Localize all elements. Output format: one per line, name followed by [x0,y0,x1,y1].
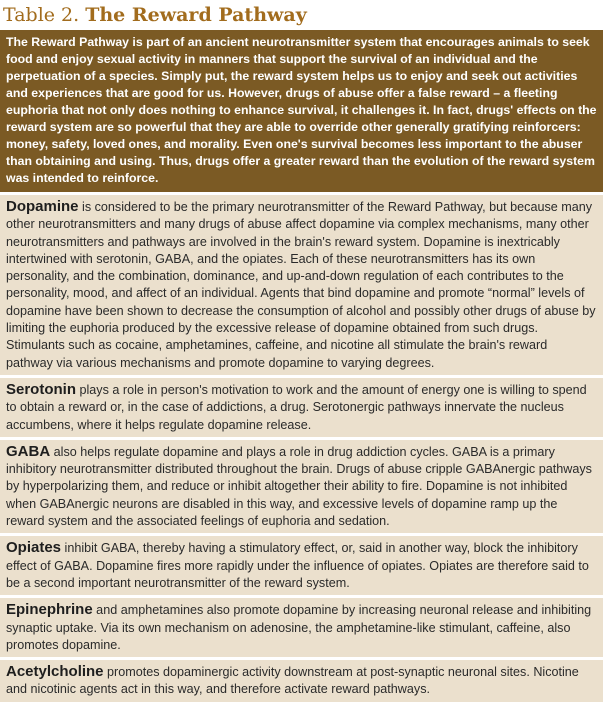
section-epinephrine [0,598,603,657]
section-acetylcholine [0,660,603,702]
term-dopamine: Dopamine [6,198,79,215]
description-dopamine: is considered to be the primary neurotransmitter of the Reward Pathway, but because many other neurotransmitters and many drugs of abuse affect dopamine via complex mechanisms, many other neurotransmitters and pathways are involved in the brain's reward system. Dopamine is inextricably intertwined with serotonin, GABA, and the opiates. Each of these neurotransmitters has its own personality, and the combination, dominance, and up-and-down regulation of each contributes to the personality, mood, and affect of an individual. Agents that bind dopamine and promote “normal” levels of dopamine have been shown to decrease the consumption of alcohol and possibly other drugs of abuse by limiting the euphoria produced by the excessive release of dopamine obtained from such drugs. Stimulants such as cocaine, amphetamines, caffeine, and nicotine all stimulate the brain's reward pathway via various mechanisms and promote dopamine to varying degrees. [6,200,596,370]
description-serotonin: plays a role in person's motivation to work and the amount of energy one is willing to spend to obtain a reward or, in the case of addictions, a drug. Serotonergic pathways innervate the nucleus accumbens, where it helps regulate dopamine release. [6,382,587,432]
description-gaba: also helps regulate dopamine and plays a role in drug addiction cycles. GABA is a primary inhibitory neurotransmitter distributed throughout the brain. Drugs of abuse cripple GABAnergic pathways by hyperpolarizing them, and reduce or inhibit altogether their ability to fire. Dopamine is not inhibited when GABAnergic neurons are disabled in this way, and excessive levels of dopamine ramp up the reward system and the associated feelings of euphoria and sedation. [6,444,592,529]
section-gaba [0,440,603,533]
intro-paragraph: The Reward Pathway is part of an ancient neurotransmitter system that encourages animals to seek food and enjoy sexual activity in manners that support the survival of an individual and the perpetuation of a species. Simply put, the reward system helps us to enjoy and seek out activities and experiences that are good for us. However, drugs of abuse offer a false reward – a fleeting euphoria that not only does nothing to enhance survival, it challenges it. In fact, drugs' effects on the reward system are so powerful that they are able to override other generally gratifying reinforcers: money, safety, loved ones, and morality. Even one's survival becomes less important to the abuser than obtaining and using. Thus, drugs offer a greater reward than the evolution of the reward system was intended to reinforce. [0,30,603,192]
table-label: Table 2. [3,4,80,26]
description-acetylcholine: promotes dopaminergic activity downstream at post-synaptic neuronal sites. Nicotine and nicotinic agents act in this way, and therefore activate reward pathways. [6,665,579,697]
term-acetylcholine: Acetylcholine [6,663,104,681]
description-opiates: inhibit GABA, thereby having a stimulatory effect, or, said in another way, block the inhibitory effect of GABA. Dopamine fires more rapidly under the influence of opiates. Opiates are therefore said to be a second important neurotransmitter of the reward system. [6,541,589,590]
description-epinephrine: and amphetamines also promote dopamine by increasing neuronal release and inhibiting synaptic uptake. Via its own mechanism on adenosine, the amphetamine-like stimulant, caffeine, also promotes dopamine. [6,603,592,652]
term-epinephrine: Epinephrine [6,601,93,619]
term-opiates: Opiates [6,539,62,557]
section-opiates [0,536,603,595]
term-serotonin: Serotonin [6,380,76,398]
table-title [0,0,607,30]
section-dopamine [0,195,603,375]
term-gaba: GABA [6,442,51,460]
table-heading: The Reward Pathway [85,4,307,26]
section-serotonin [0,378,603,437]
